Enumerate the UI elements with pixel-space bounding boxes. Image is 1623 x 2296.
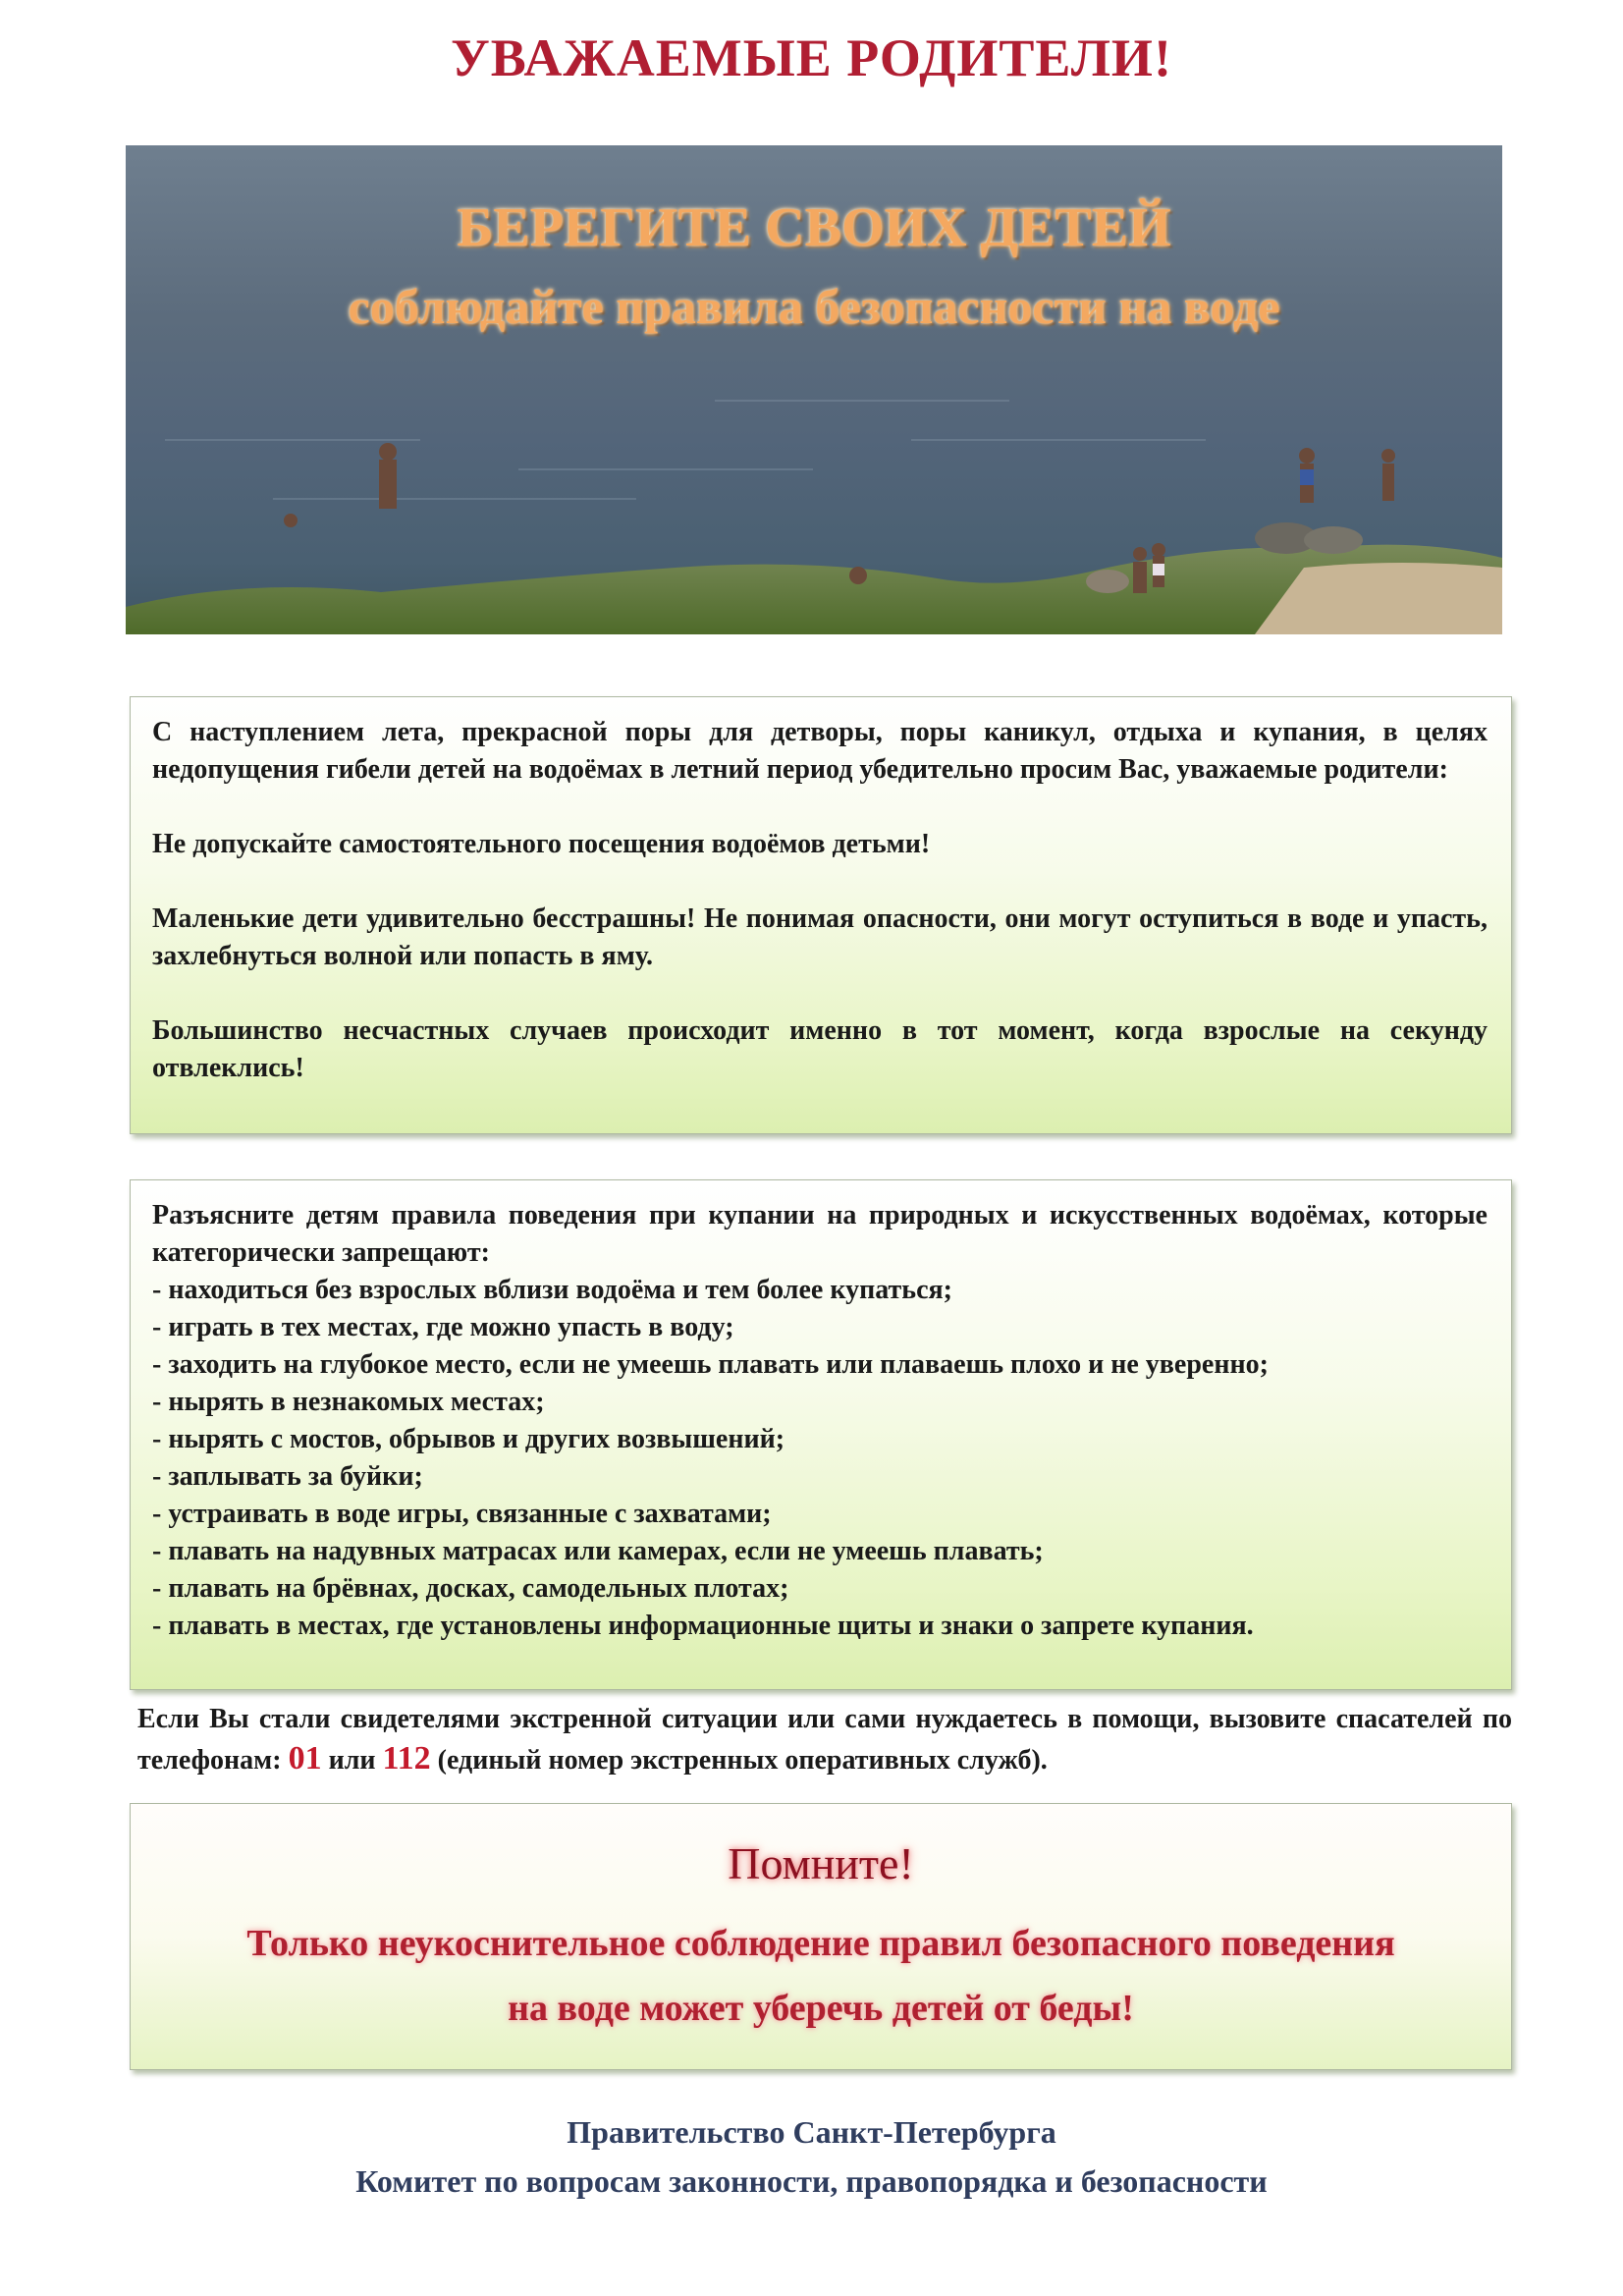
- banner-photo: [126, 145, 1502, 634]
- banner-subline: соблюдайте правила безопасности на воде: [348, 279, 1280, 334]
- emergency-text: Если Вы стали свидетелями экстренной ситуации или сами нуждаетесь в помощи, вызовите спасателей по телефонам:: [137, 1704, 1512, 1776]
- rule-item: - нырять в незнакомых местах;: [152, 1387, 545, 1417]
- emergency-contacts: [137, 1700, 1512, 1780]
- banner-headline: БЕРЕГИТЕ СВОИХ ДЕТЕЙ: [457, 197, 1171, 258]
- rules-card: [130, 1179, 1512, 1690]
- rule-item: - нырять с мостов, обрывов и других возвышений;: [152, 1424, 785, 1454]
- notice-intro: С наступлением лета, прекрасной поры для детворы, поры каникул, отдыха и купания, в целях недопущения гибели детей на водоёмах в летний период убедительно просим Вас, уважаемые родители:: [152, 717, 1488, 785]
- remember-title: Помните!: [728, 1838, 914, 1888]
- phone-number-01: 01: [288, 1740, 322, 1777]
- remember-line-2: на воде может уберечь детей от беды!: [508, 1988, 1134, 2029]
- page-title: УВАЖАЕМЫЕ РОДИТЕЛИ!: [451, 28, 1172, 87]
- rule-item: - плавать в местах, где установлены информационные щиты и знаки о запрете купания.: [152, 1611, 1254, 1641]
- footer-org: Правительство Санкт-Петербурга: [567, 2114, 1056, 2150]
- notice-card: [130, 696, 1512, 1134]
- rules-intro: Разъясните детям правила поведения при купании на природных и искусственных водоёмах, которые категорически запрещают:: [152, 1200, 1488, 1268]
- rule-item: - заходить на глубокое место, если не умеешь плавать или плаваешь плохо и не уверенно;: [152, 1349, 1269, 1380]
- emergency-or: или: [321, 1745, 383, 1776]
- remember-line-1: Только неукоснительное соблюдение правил безопасного поведения: [246, 1923, 1395, 1964]
- emergency-note: (единый номер экстренных оперативных служб).: [430, 1745, 1048, 1776]
- notice-stat: Большинство несчастных случаев происходит именно в тот момент, когда взрослые на секунду отвлеклись!: [152, 1015, 1488, 1083]
- rule-item: - играть в тех местах, где можно упасть в воду;: [152, 1312, 734, 1342]
- phone-number-112: 112: [382, 1740, 431, 1777]
- notice-warning: Маленькие дети удивительно бесстрашны! Не понимая опасности, они могут оступиться в воде и упасть, захлебнуться волной или попасть в яму.: [152, 903, 1488, 971]
- remember-box: [130, 1803, 1512, 2070]
- notice-rule: Не допускайте самостоятельного посещения водоёмов детьми!: [152, 829, 931, 859]
- rule-item: - устраивать в воде игры, связанные с захватами;: [152, 1499, 772, 1529]
- footer-committee: Комитет по вопросам законности, правопорядка и безопасности: [355, 2163, 1268, 2199]
- rule-item: - плавать на брёвнах, досках, самодельных плотах;: [152, 1573, 789, 1604]
- rule-item: - находиться без взрослых вблизи водоёма и тем более купаться;: [152, 1275, 952, 1305]
- rule-item: - заплывать за буйки;: [152, 1461, 423, 1492]
- rule-item: - плавать на надувных матрасах или камерах, если не умеешь плавать;: [152, 1536, 1044, 1566]
